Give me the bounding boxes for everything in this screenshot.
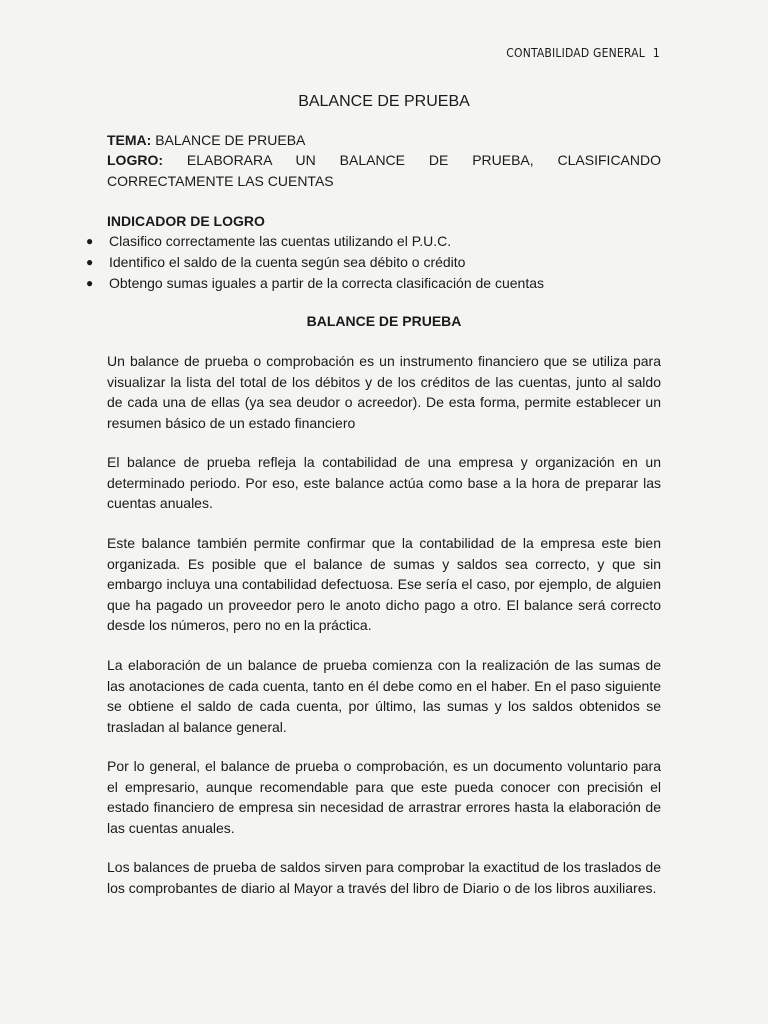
list-item-text: Clasifico correctamente las cuentas utilizando el P.U.C. <box>109 233 452 249</box>
list-item <box>82 252 544 273</box>
logro-value-line1: ELABORARA UN BALANCE DE PRUEBA, CLASIFICANDO <box>186 152 661 168</box>
paragraph: Este balance también permite confirmar que la contabilidad de la empresa este bien organizada. Es posible que el balance de sumas y saldos sea correcto, y que sin embargo incluya una contabilidad defectuosa. Ese sería el caso, por ejemplo, de alguien que ha pagado un proveedor pero le anoto dicho pago a otro. El balance será correcto desde los números, pero no en la práctica. <box>107 535 661 633</box>
bullet-icon: ● <box>86 275 94 290</box>
running-header <box>506 46 660 60</box>
indicador-list <box>82 231 544 293</box>
list-item <box>82 231 544 252</box>
paragraph: El balance de prueba refleja la contabilidad de una empresa y organización en un determinado periodo. Por eso, este balance actúa como base a la hora de preparar las cuentas anuales. <box>107 454 661 511</box>
section-title: BALANCE DE PRUEBA <box>306 313 462 329</box>
paragraph: La elaboración de un balance de prueba comienza con la realización de las sumas de las anotaciones de cada cuenta, tanto en él debe como en el haber. En el paso siguiente se obtiene el saldo de cada cuenta, por último, las sumas y los saldos obtenidos se trasladan al balance general. <box>107 657 661 735</box>
list-item <box>82 273 544 294</box>
paragraph: Un balance de prueba o comprobación es un instrumento financiero que se utiliza para visualizar la lista del total de los débitos y de los créditos de las cuentas, junto al saldo de cada una de ellas (ya sea deudor o acreedor). De esta forma, permite establecer un resumen básico de un estado financiero <box>107 353 661 431</box>
page-number: 1 <box>652 46 660 60</box>
tema-line <box>107 130 661 151</box>
tema-value: BALANCE DE PRUEBA <box>155 132 306 148</box>
list-item-text: Obtengo sumas iguales a partir de la correcta clasificación de cuentas <box>109 274 545 291</box>
paragraph: Por lo general, el balance de prueba o comprobación, es un documento voluntario para el empresario, aunque recomendable para que este pueda conocer con precisión el estado financiero de empresa sin necesidad de arrastrar errores hasta la elaboración de las cuentas anuales. <box>107 758 661 836</box>
indicador-heading: INDICADOR DE LOGRO <box>107 213 265 229</box>
running-header-title: CONTABILIDAD GENERAL <box>506 46 645 60</box>
logro-value-line2: CORRECTAMENTE LAS CUENTAS <box>107 173 334 189</box>
bullet-icon: ● <box>86 234 94 248</box>
paragraph: Los balances de prueba de saldos sirven para comprobar la exactitud de los traslados de los comprobantes de diario al Mayor a través del libro de Diario o de los libros auxiliares. <box>107 859 661 896</box>
document-title: BALANCE DE PRUEBA <box>298 93 470 110</box>
bullet-icon: ● <box>86 254 94 269</box>
list-item-text: Identifico el saldo de la cuenta según sea débito o crédito <box>109 253 466 270</box>
logro-line <box>107 150 661 171</box>
tema-label: TEMA: <box>107 132 152 148</box>
logro-label: LOGRO: <box>107 152 163 168</box>
